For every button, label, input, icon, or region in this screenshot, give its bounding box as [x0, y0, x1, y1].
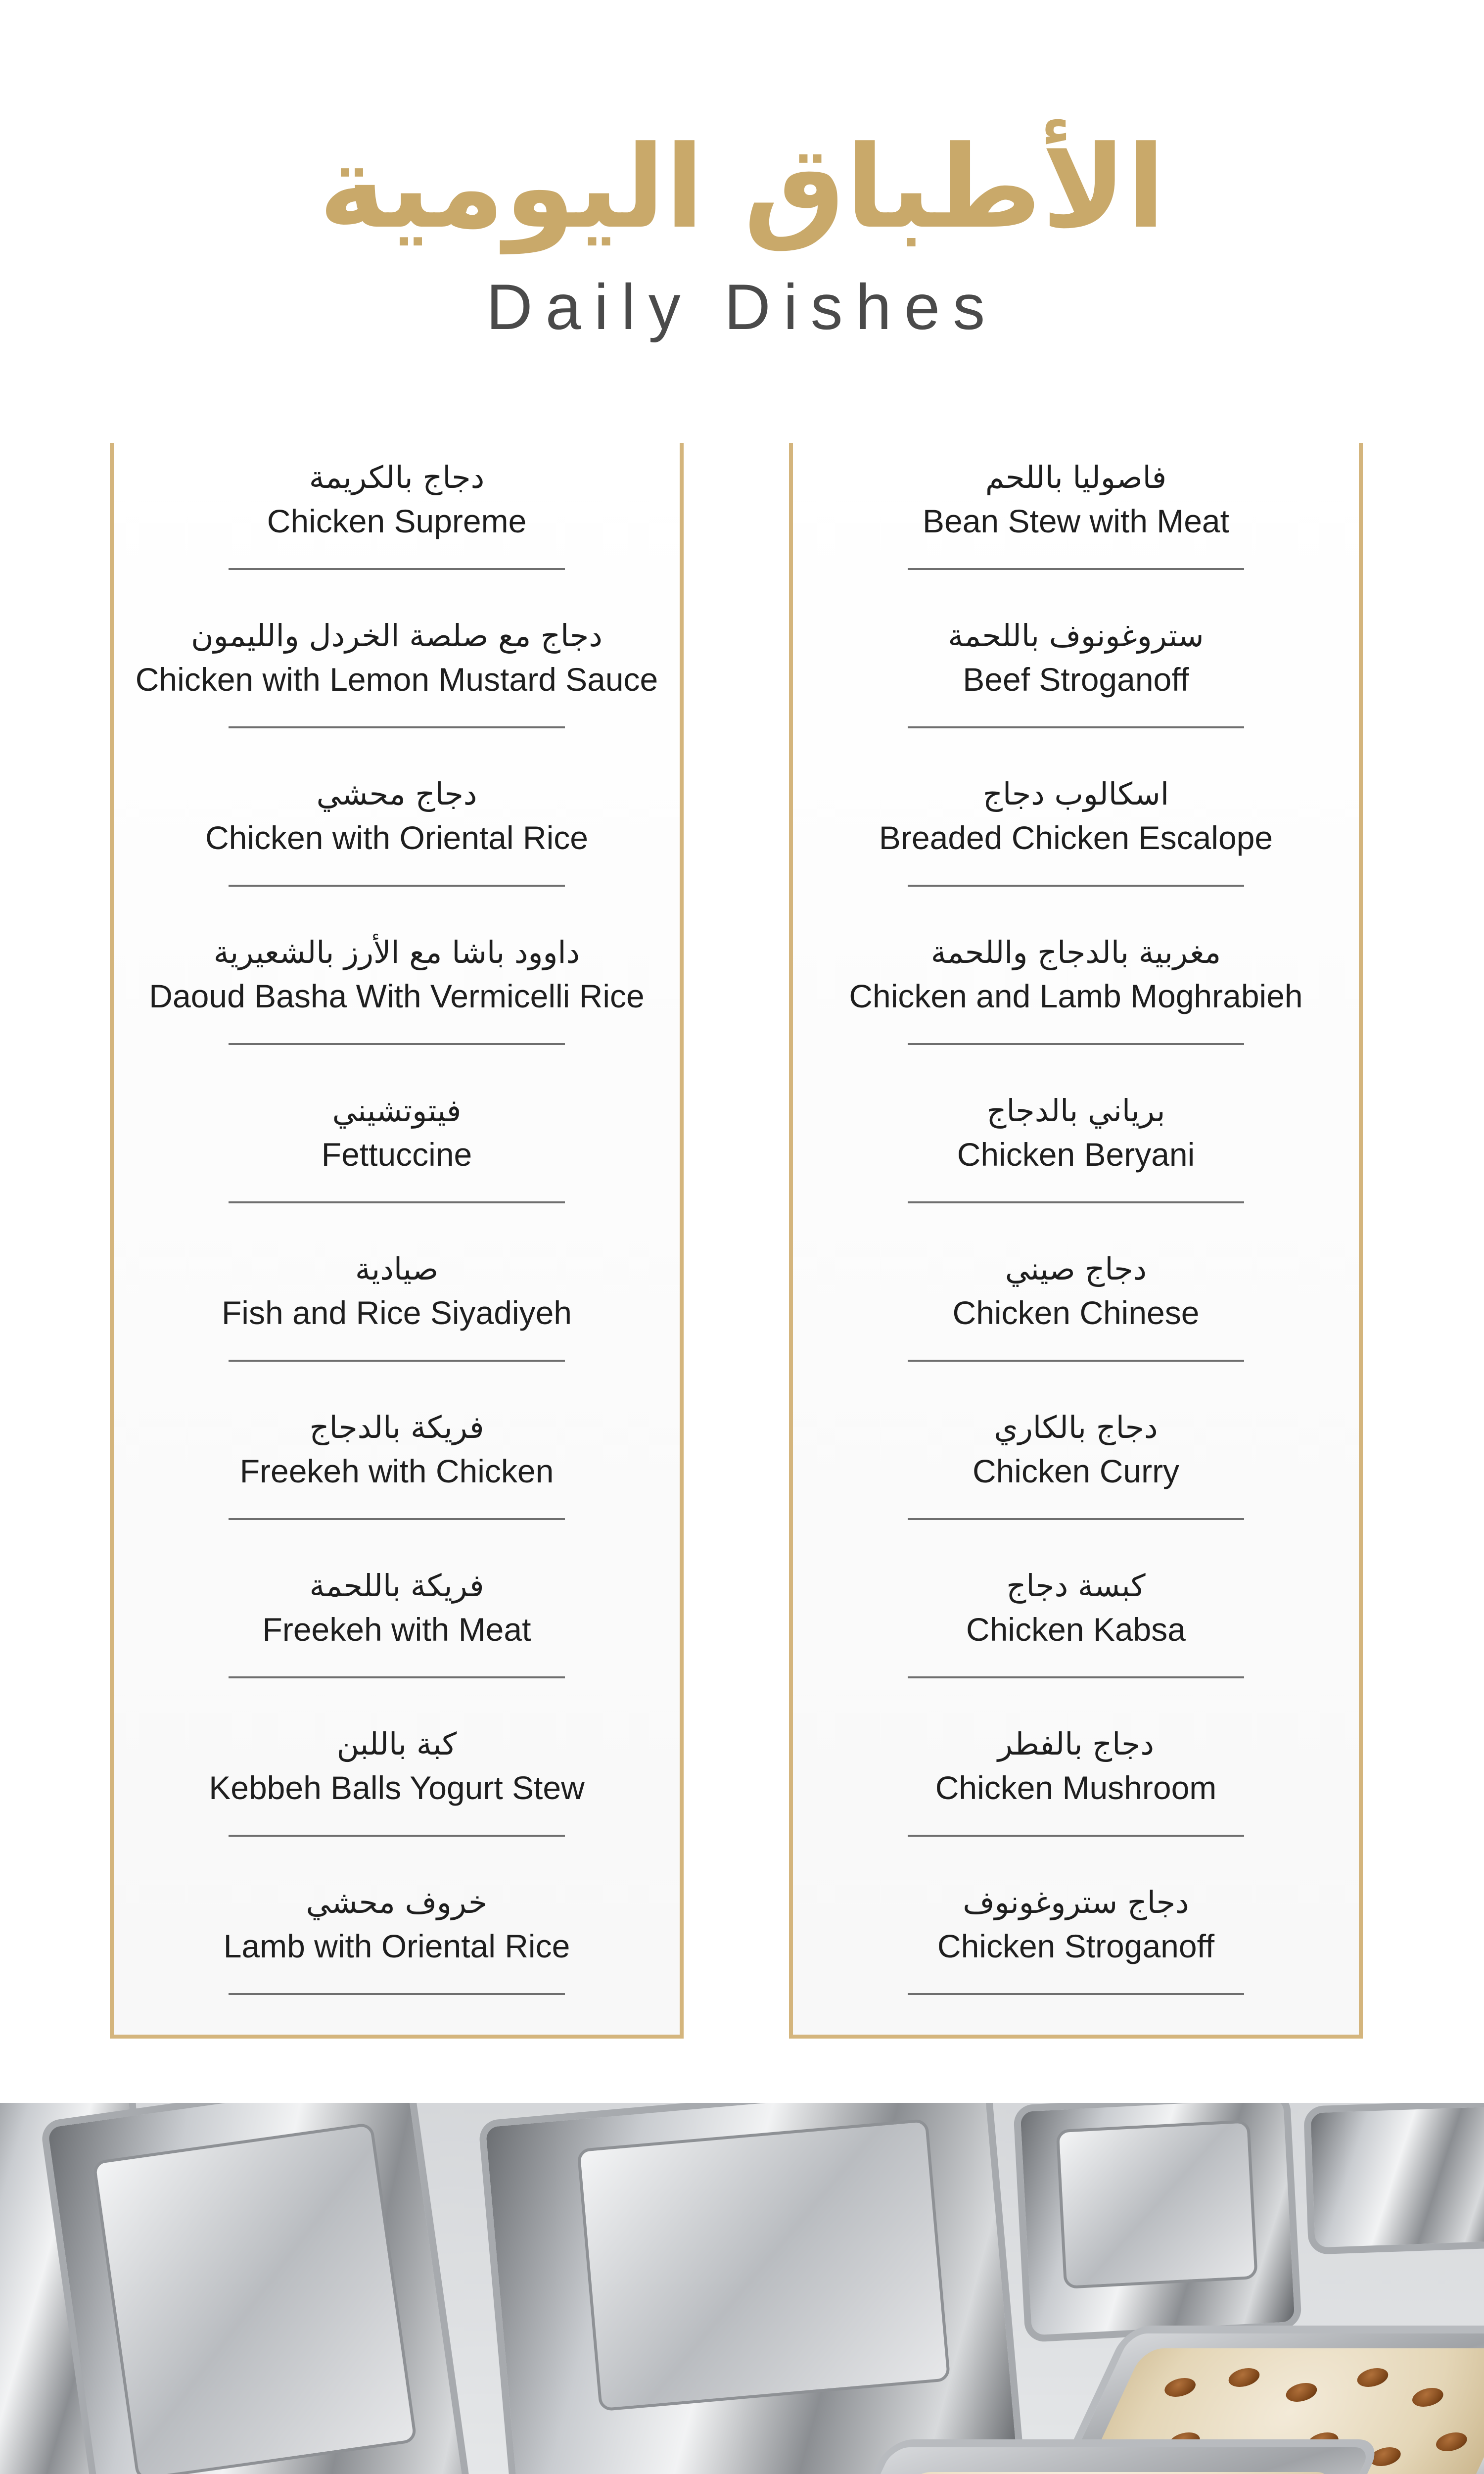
dish-name-arabic: فاصوليا باللحم: [985, 459, 1167, 495]
dish-name-arabic: دجاج محشي: [316, 776, 477, 812]
dish-divider: [908, 1993, 1244, 1995]
dish-item: [793, 1710, 1359, 1868]
dish-name-english: Lamb with Oriental Rice: [223, 1928, 570, 1964]
title-english: Daily Dishes: [486, 271, 998, 343]
dish-item: [793, 1235, 1359, 1393]
buffet-photo: [0, 2103, 1484, 2474]
dish-name-arabic: اسكالوب دجاج: [982, 776, 1169, 812]
dish-name-english: Kebbeh Balls Yogurt Stew: [209, 1769, 585, 1806]
dish-panel-right: [789, 443, 1363, 2039]
dish-divider: [908, 1835, 1244, 1837]
dish-name-arabic: خروف محشي: [306, 1884, 488, 1920]
food-rice: [826, 2472, 1337, 2474]
dish-divider: [908, 1518, 1244, 1520]
dish-name-arabic: صيادية: [355, 1251, 439, 1287]
dish-name-arabic: كبة باللبن: [336, 1726, 457, 1762]
dish-divider: [908, 1043, 1244, 1045]
dish-name-english: Fettuccine: [321, 1136, 472, 1173]
dish-divider: [229, 1835, 565, 1837]
dish-item: [114, 1393, 680, 1551]
dish-name-arabic: دجاج مع صلصة الخردل والليمون: [191, 618, 603, 654]
dish-item: [114, 1710, 680, 1868]
dish-name-english: Chicken Chinese: [952, 1294, 1200, 1331]
dish-divider: [908, 568, 1244, 570]
dish-item: [114, 601, 680, 760]
dish-name-arabic: داوود باشا مع الأرز بالشعيرية: [213, 934, 580, 970]
dish-name-english: Chicken with Oriental Rice: [205, 819, 588, 856]
dish-item: [793, 1551, 1359, 1710]
dish-name-english: Chicken Beryani: [957, 1136, 1195, 1173]
dish-name-arabic: فيتوتشيني: [332, 1093, 462, 1129]
dish-divider: [229, 1518, 565, 1520]
dish-name-english: Chicken and Lamb Moghrabieh: [849, 978, 1303, 1014]
dish-divider: [229, 1043, 565, 1045]
dish-item: [114, 1551, 680, 1710]
dish-divider: [229, 1201, 565, 1203]
dish-name-english: Freekeh with Meat: [262, 1611, 531, 1648]
dish-name-arabic: برياني بالدجاج: [986, 1093, 1165, 1129]
dish-name-arabic: مغربية بالدجاج واللحمة: [930, 934, 1221, 970]
dish-name-english: Chicken with Lemon Mustard Sauce: [135, 661, 658, 698]
dish-name-english: Chicken Supreme: [267, 503, 527, 539]
dish-name-arabic: ستروغونوف باللحمة: [948, 618, 1204, 654]
dish-item: [793, 601, 1359, 760]
dish-panel-left: [110, 443, 684, 2039]
dish-name-english: Chicken Kabsa: [966, 1611, 1186, 1648]
dish-divider: [229, 1360, 565, 1362]
dish-divider: [908, 1676, 1244, 1678]
chafing-lid: [478, 2103, 1026, 2474]
dish-divider: [908, 1201, 1244, 1203]
dish-divider: [908, 1360, 1244, 1362]
dish-item: [793, 443, 1359, 601]
dish-item: [793, 918, 1359, 1076]
dish-divider: [908, 726, 1244, 728]
dish-name-arabic: دجاج ستروغونوف: [963, 1884, 1189, 1920]
dish-name-arabic: فريكة بالدجاج: [309, 1409, 484, 1445]
dish-item: [793, 1393, 1359, 1551]
dish-name-english: Daoud Basha With Vermicelli Rice: [149, 978, 645, 1014]
menu-header: [0, 0, 1484, 426]
dish-name-arabic: دجاج بالكاري: [994, 1409, 1158, 1445]
dish-item: [114, 443, 680, 601]
dish-name-english: Chicken Curry: [972, 1453, 1180, 1489]
dish-divider: [229, 726, 565, 728]
chafing-lid: [1303, 2103, 1484, 2255]
dish-name-arabic: دجاج صيني: [1005, 1251, 1147, 1287]
dish-item: [114, 918, 680, 1076]
dish-item: [114, 1076, 680, 1235]
dish-divider: [229, 1676, 565, 1678]
dish-name-english: Beef Stroganoff: [963, 661, 1189, 698]
dish-name-arabic: كبسة دجاج: [1006, 1568, 1146, 1604]
dish-name-english: Fish and Rice Siyadiyeh: [221, 1294, 572, 1331]
dish-name-arabic: فريكة باللحمة: [309, 1568, 484, 1604]
title-arabic: الأطباق اليومية: [319, 122, 1165, 254]
dish-divider: [229, 568, 565, 570]
dish-item: [793, 760, 1359, 918]
chafing-lid: [1013, 2103, 1302, 2342]
dish-divider: [908, 885, 1244, 887]
dish-name-english: Chicken Mushroom: [935, 1769, 1217, 1806]
dish-divider: [229, 885, 565, 887]
dish-item: [793, 1076, 1359, 1235]
dish-item: [793, 1868, 1359, 2026]
dish-item: [114, 1235, 680, 1393]
dish-item: [114, 1868, 680, 2026]
dish-divider: [229, 1993, 565, 1995]
dish-name-english: Chicken Stroganoff: [937, 1928, 1215, 1964]
dish-name-arabic: دجاج بالكريمة: [309, 459, 485, 495]
dish-name-english: Breaded Chicken Escalope: [879, 819, 1273, 856]
dish-name-english: Freekeh with Chicken: [239, 1453, 554, 1489]
dish-name-english: Bean Stew with Meat: [923, 503, 1229, 539]
dish-name-arabic: دجاج بالفطر: [997, 1726, 1155, 1762]
dish-item: [114, 760, 680, 918]
